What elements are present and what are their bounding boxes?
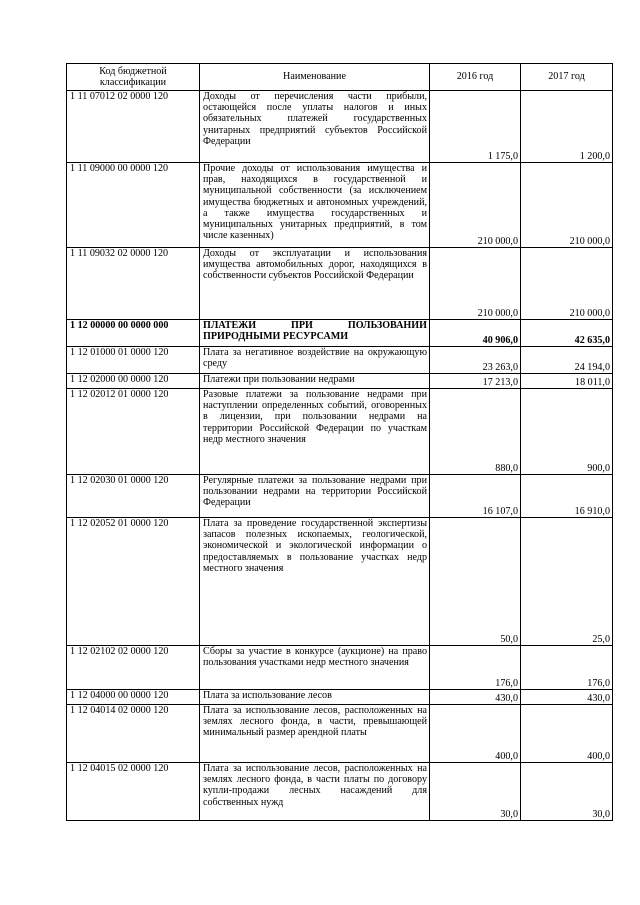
code-cell: 1 12 02012 01 0000 120 (67, 389, 200, 475)
name-cell: Плата за использование лесов, расположенных на землях лесного фонда, в части платы по договору купли-продажи лесных насаждений для собственных нужд (200, 763, 430, 821)
table-row (67, 347, 613, 374)
name-cell: Регулярные платежи за пользование недрами при пользовании недрами на территории Российской Федерации (200, 475, 430, 518)
code-cell: 1 12 02102 02 0000 120 (67, 646, 200, 690)
value-2017-cell: 42 635,0 (521, 320, 613, 347)
name-cell: Платежи при пользовании недрами (200, 374, 430, 389)
value-2016-cell: 400,0 (430, 705, 521, 763)
value-2016-cell: 210 000,0 (430, 248, 521, 320)
budget-revenue-table (66, 63, 613, 821)
name-cell: Доходы от эксплуатации и использования имущества автомобильных дорог, находящихся в собственности субъектов Российской Федерации (200, 248, 430, 320)
code-cell: 1 11 07012 02 0000 120 (67, 91, 200, 163)
value-2016-cell: 30,0 (430, 763, 521, 821)
header-2016: 2016 год (430, 64, 521, 91)
name-cell: Плата за проведение государственной экспертизы запасов полезных ископаемых, геологической, экономической и экологической информации о предоставляемых в пользование участках недр местного значения (200, 518, 430, 646)
table-row (67, 690, 613, 705)
value-2017-cell: 1 200,0 (521, 91, 613, 163)
table-row (67, 646, 613, 690)
value-2016-cell: 17 213,0 (430, 374, 521, 389)
table-header-row (67, 64, 613, 91)
value-2016-cell: 176,0 (430, 646, 521, 690)
name-cell: Доходы от перечисления части прибыли, остающейся после уплаты налогов и иных обязательных платежей государственных унитарных предприятий субъектов Российской Федерации (200, 91, 430, 163)
code-cell: 1 12 02052 01 0000 120 (67, 518, 200, 646)
value-2017-cell: 900,0 (521, 389, 613, 475)
value-2017-cell: 30,0 (521, 763, 613, 821)
value-2016-cell: 1 175,0 (430, 91, 521, 163)
value-2016-cell: 16 107,0 (430, 475, 521, 518)
table-row (67, 163, 613, 248)
name-cell: Плата за использование лесов, расположенных на землях лесного фонда, в части, превышающей минимальный размер арендной платы (200, 705, 430, 763)
table-row (67, 763, 613, 821)
header-2017: 2017 год (521, 64, 613, 91)
value-2016-cell: 40 906,0 (430, 320, 521, 347)
value-2016-cell: 210 000,0 (430, 163, 521, 248)
name-cell: Сборы за участие в конкурсе (аукционе) на право пользования участками недр местного значения (200, 646, 430, 690)
code-cell: 1 12 02030 01 0000 120 (67, 475, 200, 518)
table-row (67, 320, 613, 347)
value-2017-cell: 210 000,0 (521, 163, 613, 248)
name-cell: Плата за использование лесов (200, 690, 430, 705)
table-body (67, 91, 613, 821)
value-2017-cell: 18 011,0 (521, 374, 613, 389)
value-2016-cell: 23 263,0 (430, 347, 521, 374)
name-cell: Плата за негативное воздействие на окружающую среду (200, 347, 430, 374)
code-cell: 1 12 02000 00 0000 120 (67, 374, 200, 389)
table-row (67, 248, 613, 320)
header-name: Наименование (200, 64, 430, 91)
header-code: Код бюджетной классификации (67, 64, 200, 91)
table-row (67, 705, 613, 763)
value-2016-cell: 880,0 (430, 389, 521, 475)
table-row (67, 389, 613, 475)
value-2017-cell: 16 910,0 (521, 475, 613, 518)
name-cell: ПЛАТЕЖИ ПРИ ПОЛЬЗОВАНИИ ПРИРОДНЫМИ РЕСУРСАМИ (200, 320, 430, 347)
value-2017-cell: 24 194,0 (521, 347, 613, 374)
value-2016-cell: 430,0 (430, 690, 521, 705)
code-cell: 1 11 09032 02 0000 120 (67, 248, 200, 320)
code-cell: 1 12 04015 02 0000 120 (67, 763, 200, 821)
code-cell: 1 12 04000 00 0000 120 (67, 690, 200, 705)
table-row (67, 475, 613, 518)
value-2017-cell: 25,0 (521, 518, 613, 646)
name-cell: Прочие доходы от использования имущества и прав, находящихся в государственной и муниципальной собственности (за исключением имущества бюджетных и автономных учреждений, а также имущества государственных и муниципальных унитарных предприятий, в том числе казенных) (200, 163, 430, 248)
value-2017-cell: 400,0 (521, 705, 613, 763)
table-row (67, 374, 613, 389)
value-2017-cell: 210 000,0 (521, 248, 613, 320)
table-row (67, 91, 613, 163)
value-2016-cell: 50,0 (430, 518, 521, 646)
name-cell: Разовые платежи за пользование недрами при наступлении определенных событий, оговоренных в лицензии, при пользовании недрами на территории Российской Федерации по участкам недр местного значения (200, 389, 430, 475)
code-cell: 1 12 04014 02 0000 120 (67, 705, 200, 763)
value-2017-cell: 176,0 (521, 646, 613, 690)
code-cell: 1 11 09000 00 0000 120 (67, 163, 200, 248)
code-cell: 1 12 00000 00 0000 000 (67, 320, 200, 347)
code-cell: 1 12 01000 01 0000 120 (67, 347, 200, 374)
table-row (67, 518, 613, 646)
value-2017-cell: 430,0 (521, 690, 613, 705)
